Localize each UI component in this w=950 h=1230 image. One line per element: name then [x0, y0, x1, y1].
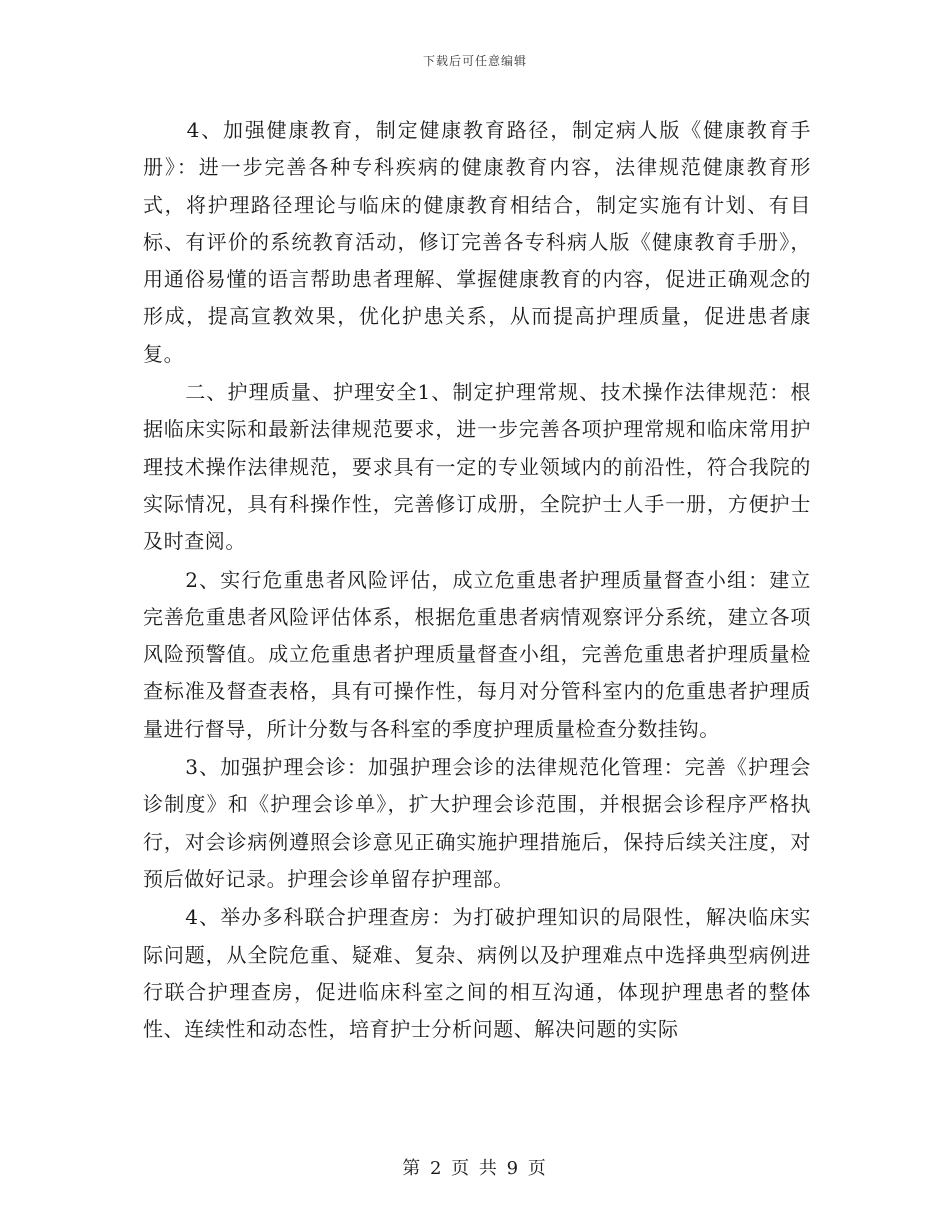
document-body — [143, 112, 811, 1048]
page-header: 下载后可任意编辑 — [422, 54, 527, 68]
paragraph-nursing-quality-safety: 二、护理质量、护理安全1、制定护理常规、技术操作法律规范：根据临床实际和最新法律规范要求，进一步完善各项护理常规和临床常用护理技术操作法律规范，要求具有一定的专业领域内的前沿性，符合我院的实际情况，具有科操作性，完善修订成册，全院护士人手一册，方便护士及时查阅。 — [143, 380, 811, 554]
paragraph-health-education: 4、加强健康教育，制定健康教育路径，制定病人版《健康教育手册》：进一步完善各种专科疾病的健康教育内容，法律规范健康教育形式，将护理路径理论与临床的健康教育相结合，制定实施有计划、有目标、有评价的系统教育活动，修订完善各专科病人版《健康教育手册》，用通俗易懂的语言帮助患者理解、掌握健康教育的内容，促进正确观念的形成，提高宣教效果，优化护患关系，从而提高护理质量，促进患者康复。 — [143, 118, 811, 366]
paragraph-critical-patient-risk: 2、实行危重患者风险评估，成立危重患者护理质量督查小组：建立完善危重患者风险评估体系，根据危重患者病情观察评分系统，建立各项风险预警值。成立危重患者护理质量督查小组，完善危重患者护理质量检查标准及督查表格，具有可操作性，每月对分管科室内的危重患者护理质量进行督导，所计分数与各科室的季度护理质量检查分数挂钩。 — [143, 567, 811, 741]
page-number-footer: 第 2 页 共 9 页 — [402, 1158, 548, 1179]
paragraph-joint-ward-rounds: 4、举办多科联合护理查房：为打破护理知识的局限性，解决临床实际问题，从全院危重、疑难、复杂、病例以及护理难点中选择典型病例进行联合护理查房，促进临床科室之间的相互沟通，体现护理患者的整体性、连续性和动态性，培育护士分析问题、解决问题的实际 — [143, 905, 811, 1042]
paragraph-nursing-consultation: 3、加强护理会诊：加强护理会诊的法律规范化管理：完善《护理会诊制度》和《护理会诊单》，扩大护理会诊范围，并根据会诊程序严格执行，对会诊病例遵照会诊意见正确实施护理措施后，保持后续关注度，对预后做好记录。护理会诊单留存护理部。 — [143, 755, 811, 891]
